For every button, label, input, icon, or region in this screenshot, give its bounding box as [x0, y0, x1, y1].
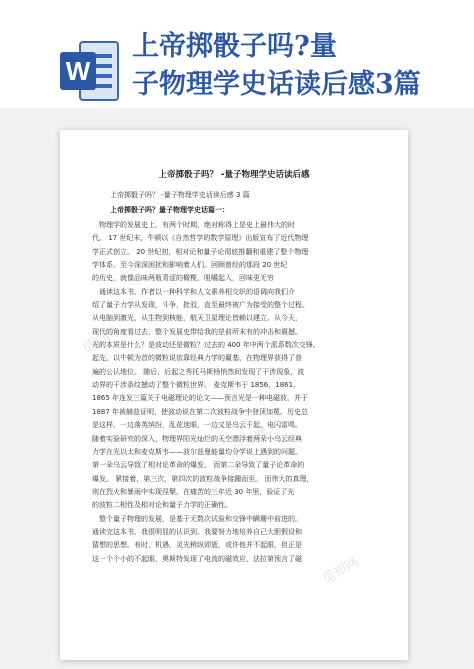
body-line: 1887 年被赫兹证明，使波动说在第二次波粒战争中登顶加冕。历史总 — [92, 407, 309, 416]
body-line: 爆发。 紧接着，第三次，第四次的波粒战争接踵而至。 而伟大的真理， — [92, 474, 314, 483]
body-line: 通读这本书，作者以一种科学和人文素养相交织的语调向我们介 — [92, 287, 295, 296]
body-line: 则在烈火和暴雨中实现涅槃。在痛苦的三年近 30 年里，验证了光 — [92, 487, 295, 496]
body-line: 随着实验研究的深入，物理界阳光灿烂的天空漂浮着两朵小乌云经典 — [92, 434, 302, 443]
body-line: 遍的公认地位。 随后，后起之秀托马斯杨悄然间发现了干涉现象，波 — [92, 367, 305, 376]
body-line: 的波粒二相性及相对论和量子力学的正确性。 — [92, 501, 232, 510]
body-line: 是这样，一边落英缤纷，乱花迷眼，一边又是乌云千起，电闪雷鸣。 — [92, 421, 302, 430]
body-line: 整个量子物理的发展，是基于无数次试验和交锋中瞒珊中前进的。 — [92, 514, 302, 523]
word-document-icon — [58, 38, 120, 104]
body-line: 现代的角度看过去，整个发展史带给我的是前所未有的冲击和震撼。 — [92, 327, 302, 336]
document-page — [60, 130, 408, 660]
body-line: 这一个个小的不起眼，奥斯特发现了电流的磁效应，法拉第预言了磁 — [92, 554, 302, 563]
document-title-line-2: 子物理学史话读后感3篇 — [132, 69, 421, 100]
subheading-collection: 上帝掷骰子吗？ -量子物理学史话读后感 3 篇 — [110, 191, 250, 199]
body-line: 动界的干涉条纹撼动了整个微粒世界。 麦克斯韦于 1856，1861， — [92, 381, 301, 390]
watermark: 觅知网 — [229, 424, 272, 458]
body-line: 物理学的发展史上，有两个时期，绝对称得上是史上最伟大的时 — [92, 221, 295, 229]
body-line: 代。 17 世纪末，牛顿以《自然哲学的数学原理》出版宣布了近代物理 — [92, 234, 309, 243]
body-line: 的历史，就像品味两瓶青涩的橄榄，咀嚼起入，回味更无穷 — [92, 274, 274, 283]
body-line: 猜想的思想。有时，机遇，灵光稍纵即逝，或许他并不起眼，但正是 — [92, 541, 302, 550]
document-title-line-1: 上帝掷骰子吗?量 — [132, 31, 337, 62]
body-line: 学体系。至今深深困扰和影响着人们。回顾曾经的那段 20 世纪 — [92, 261, 288, 270]
body-line: 学正式创立。 20 世纪初，相对论和量子论彻底推翻和重建了整个物理 — [92, 247, 309, 256]
page-heading: 上帝掷骰子吗？ -量子物理学史话读后感 — [158, 170, 310, 180]
body-line: 1865 年连发三篇关于电磁理论的论文——预言光是一种电磁波，并于 — [92, 394, 309, 403]
body-line: 第一朵乌云导致了相对论革命的爆发， 而第二朵导致了量子论革命的 — [92, 461, 305, 470]
body-line: 光的本质是什么？是波动还是微粒？过去的 400 年中两个派系数次交锋。 — [92, 341, 320, 350]
svg-text:W: W — [65, 56, 91, 86]
body-line: 力学在光以太和麦克斯韦——波尔兹曼能量均分学说上遇到的问题。 — [92, 447, 302, 456]
subheading-part-one: 上帝掷骰子吗？量子物理学史话篇一： — [110, 206, 229, 214]
watermark: 觅知网 — [79, 324, 122, 358]
watermark: 觅知网 — [319, 554, 362, 588]
body-text — [92, 219, 382, 566]
body-line: 起先，以牛顿为首的微粒说依靠经典力学的羸基，在物理界获得了普 — [92, 354, 302, 363]
body-line: 通读完这本书，我很明显的认识到。我要努力地培养自己大胆假设和 — [92, 527, 302, 536]
body-line: 绍了量子力学从发现，斗争，批驳，直至最终被广为接受的整个过程。 — [92, 301, 309, 310]
body-line: 从电脑到激光，从生物到核能，航天卫星理论皆赖以建立。从今天， — [92, 314, 302, 323]
